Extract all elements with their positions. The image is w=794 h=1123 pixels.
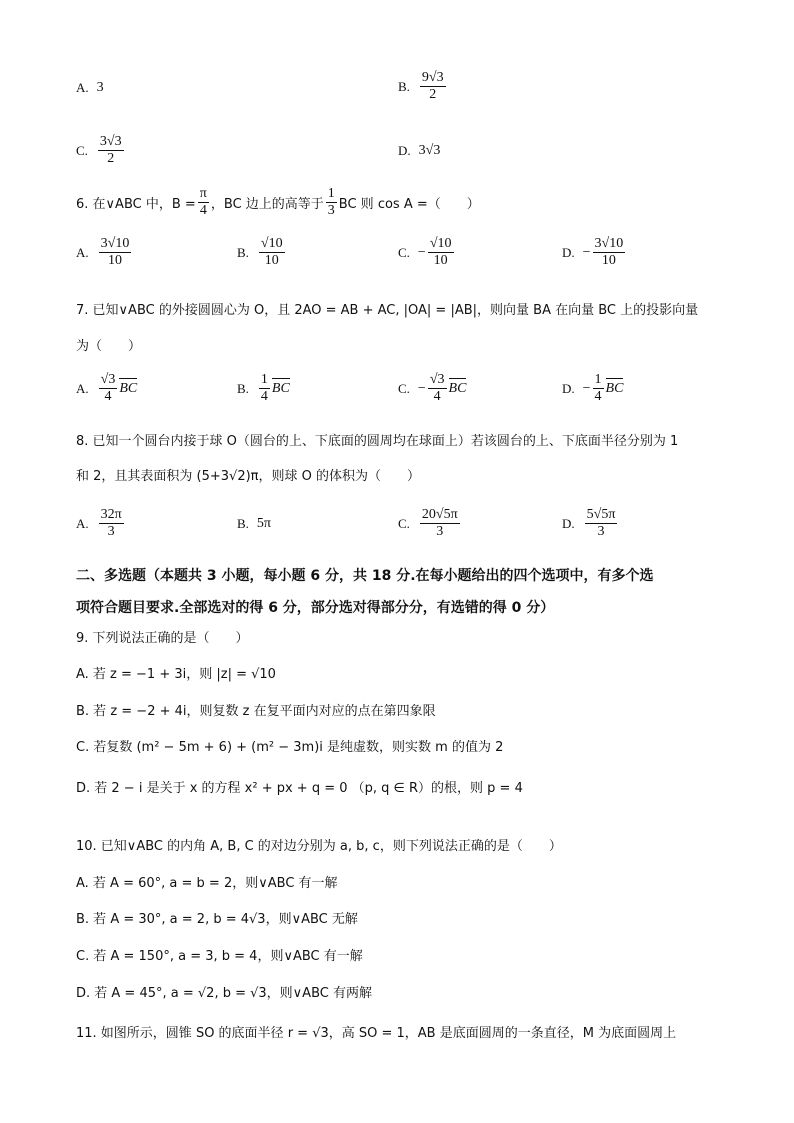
vector: BC bbox=[605, 380, 624, 396]
denominator: 3 bbox=[597, 524, 605, 539]
option-label: A. bbox=[76, 515, 89, 531]
vector: BC bbox=[271, 380, 290, 396]
denominator: 4 bbox=[594, 389, 602, 404]
q6-option-d bbox=[562, 236, 627, 269]
q8-option-d bbox=[562, 507, 619, 540]
sign: − bbox=[582, 244, 591, 260]
sign: − bbox=[417, 244, 426, 260]
q5-option-d bbox=[398, 143, 440, 159]
q5-option-b bbox=[398, 70, 448, 103]
fraction bbox=[420, 70, 446, 103]
option-value: 3 bbox=[96, 80, 104, 95]
option-label: D. bbox=[398, 143, 411, 158]
option-label: B. bbox=[237, 380, 249, 396]
q6-option-b bbox=[237, 236, 287, 269]
numerator: √3 bbox=[100, 372, 116, 387]
fraction bbox=[99, 507, 124, 540]
sign: − bbox=[417, 380, 426, 396]
q10-option-a: A. 若 A = 60°, a = b = 2，则∨ABC 有一解 bbox=[76, 876, 338, 891]
denominator: 4 bbox=[433, 389, 441, 404]
option-label: C. bbox=[398, 380, 410, 396]
q8-option-c bbox=[398, 507, 462, 540]
numerator: 32π bbox=[100, 507, 122, 522]
denominator: 10 bbox=[433, 253, 448, 268]
option-label: C. bbox=[398, 515, 410, 531]
q7-option-d bbox=[562, 372, 623, 405]
fraction bbox=[593, 372, 604, 405]
option-label: A. bbox=[76, 380, 89, 396]
q10-option-c: C. 若 A = 150°, a = 3, b = 4，则∨ABC 有一解 bbox=[76, 949, 363, 964]
fraction bbox=[99, 236, 132, 269]
numerator: √3 bbox=[429, 372, 445, 387]
vector: BC bbox=[119, 380, 138, 396]
numerator: 9√3 bbox=[421, 70, 444, 85]
q6-text-1: 6. 在∨ABC 中，B = bbox=[76, 197, 196, 212]
q6-text-3: BC 则 cos A =（ ） bbox=[338, 197, 480, 212]
denominator: 3 bbox=[436, 524, 444, 539]
section-heading-line-1: 二、多选题（本题共 3 小题，每小题 6 分，共 18 分.在每小题给出的四个选项中，有多个选 bbox=[76, 568, 654, 584]
q7-stem-line-1: 7. 已知∨ABC 的外接圆圆心为 O，且 2AO = AB + AC, |OA| = |AB|，则向量 BA 在向量 BC 上的投影向量 bbox=[76, 303, 699, 318]
fraction bbox=[420, 507, 460, 540]
q7-stem-line-2: 为（ ） bbox=[76, 339, 142, 354]
option-value: 3√3 bbox=[418, 143, 441, 158]
q9-option-c: C. 若复数 (m² − 5m + 6) + (m² − 3m)i 是纯虚数，则实数 m 的值为 2 bbox=[76, 740, 504, 755]
numerator: 1 bbox=[260, 372, 268, 387]
option-label: C. bbox=[76, 142, 88, 158]
q6-text-2: ，BC 边上的高等于 bbox=[210, 197, 324, 212]
q10-option-b: B. 若 A = 30°, a = 2, b = 4√3，则∨ABC 无解 bbox=[76, 912, 358, 927]
q7-option-a bbox=[76, 372, 137, 405]
q10-stem: 10. 已知∨ABC 的内角 A, B, C 的对边分别为 a, b, c，则下列说法正确的是（ ） bbox=[76, 839, 562, 854]
denominator: 4 bbox=[260, 389, 268, 404]
q8-option-a bbox=[76, 507, 126, 540]
numerator: π bbox=[199, 186, 207, 201]
fraction bbox=[99, 372, 118, 405]
numerator: 3√10 bbox=[100, 236, 130, 251]
fraction bbox=[259, 372, 270, 405]
q6-option-c bbox=[398, 236, 456, 269]
option-value: 5π bbox=[256, 516, 271, 531]
denominator: 10 bbox=[107, 253, 122, 268]
q7-option-b bbox=[237, 372, 290, 405]
q9-stem: 9. 下列说法正确的是（ ） bbox=[76, 631, 249, 646]
q5-option-a bbox=[76, 80, 104, 96]
numerator: √10 bbox=[429, 236, 452, 251]
option-label: D. bbox=[562, 380, 575, 396]
denominator: 2 bbox=[107, 151, 115, 166]
section-heading-line-2: 项符合题目要求.全部选对的得 6 分，部分选对得部分分，有选错的得 0 分） bbox=[76, 600, 555, 616]
q8-stem-line-1: 8. 已知一个圆台内接于球 O（圆台的上、下底面的圆周均在球面上）若该圆台的上、下底面半径分别为 1 bbox=[76, 434, 679, 449]
denominator: 3 bbox=[327, 203, 335, 218]
fraction bbox=[259, 236, 285, 269]
option-label: B. bbox=[237, 516, 249, 531]
numerator: 1 bbox=[594, 372, 602, 387]
q6-stem bbox=[76, 186, 480, 219]
numerator: 3√10 bbox=[594, 236, 624, 251]
fraction bbox=[428, 372, 447, 405]
option-label: A. bbox=[76, 80, 89, 95]
q7-option-c bbox=[398, 372, 466, 405]
fraction bbox=[428, 236, 454, 269]
sign: − bbox=[582, 380, 591, 396]
option-label: B. bbox=[237, 244, 249, 260]
fraction bbox=[98, 134, 124, 167]
numerator: 3√3 bbox=[99, 134, 122, 149]
option-label: A. bbox=[76, 244, 89, 260]
vector: BC bbox=[448, 380, 467, 396]
denominator: 2 bbox=[429, 87, 437, 102]
q8-option-b bbox=[237, 516, 271, 532]
q8-stem-line-2: 和 2，且其表面积为 (5+3√2)π，则球 O 的体积为（ ） bbox=[76, 469, 420, 484]
denominator: 10 bbox=[601, 253, 616, 268]
fraction bbox=[585, 507, 618, 540]
q11-stem: 11. 如图所示，圆锥 SO 的底面半径 r = √3，高 SO = 1，AB 是底面圆周的一条直径，M 为底面圆周上 bbox=[76, 1026, 677, 1041]
option-label: C. bbox=[398, 244, 410, 260]
q5-option-c bbox=[76, 134, 126, 167]
numerator: 5√5π bbox=[586, 507, 616, 522]
numerator: √10 bbox=[260, 236, 283, 251]
option-label: D. bbox=[562, 515, 575, 531]
fraction bbox=[593, 236, 626, 269]
numerator: 1 bbox=[327, 186, 335, 201]
option-label: D. bbox=[562, 244, 575, 260]
denominator: 3 bbox=[107, 524, 115, 539]
denominator: 4 bbox=[104, 389, 112, 404]
numerator: 20√5π bbox=[421, 507, 458, 522]
q6-option-a bbox=[76, 236, 133, 269]
denominator: 10 bbox=[264, 253, 279, 268]
q9-option-a: A. 若 z = −1 + 3i，则 |z| = √10 bbox=[76, 667, 276, 682]
q9-option-b: B. 若 z = −2 + 4i，则复数 z 在复平面内对应的点在第四象限 bbox=[76, 704, 436, 719]
fraction bbox=[198, 186, 209, 219]
fraction bbox=[326, 186, 337, 219]
option-label: B. bbox=[398, 78, 410, 94]
q10-option-d: D. 若 A = 45°, a = √2, b = √3，则∨ABC 有两解 bbox=[76, 986, 372, 1001]
denominator: 4 bbox=[199, 203, 207, 218]
q9-option-d: D. 若 2 − i 是关于 x 的方程 x² + px + q = 0 （p, q ∈ R）的根，则 p = 4 bbox=[76, 781, 523, 796]
